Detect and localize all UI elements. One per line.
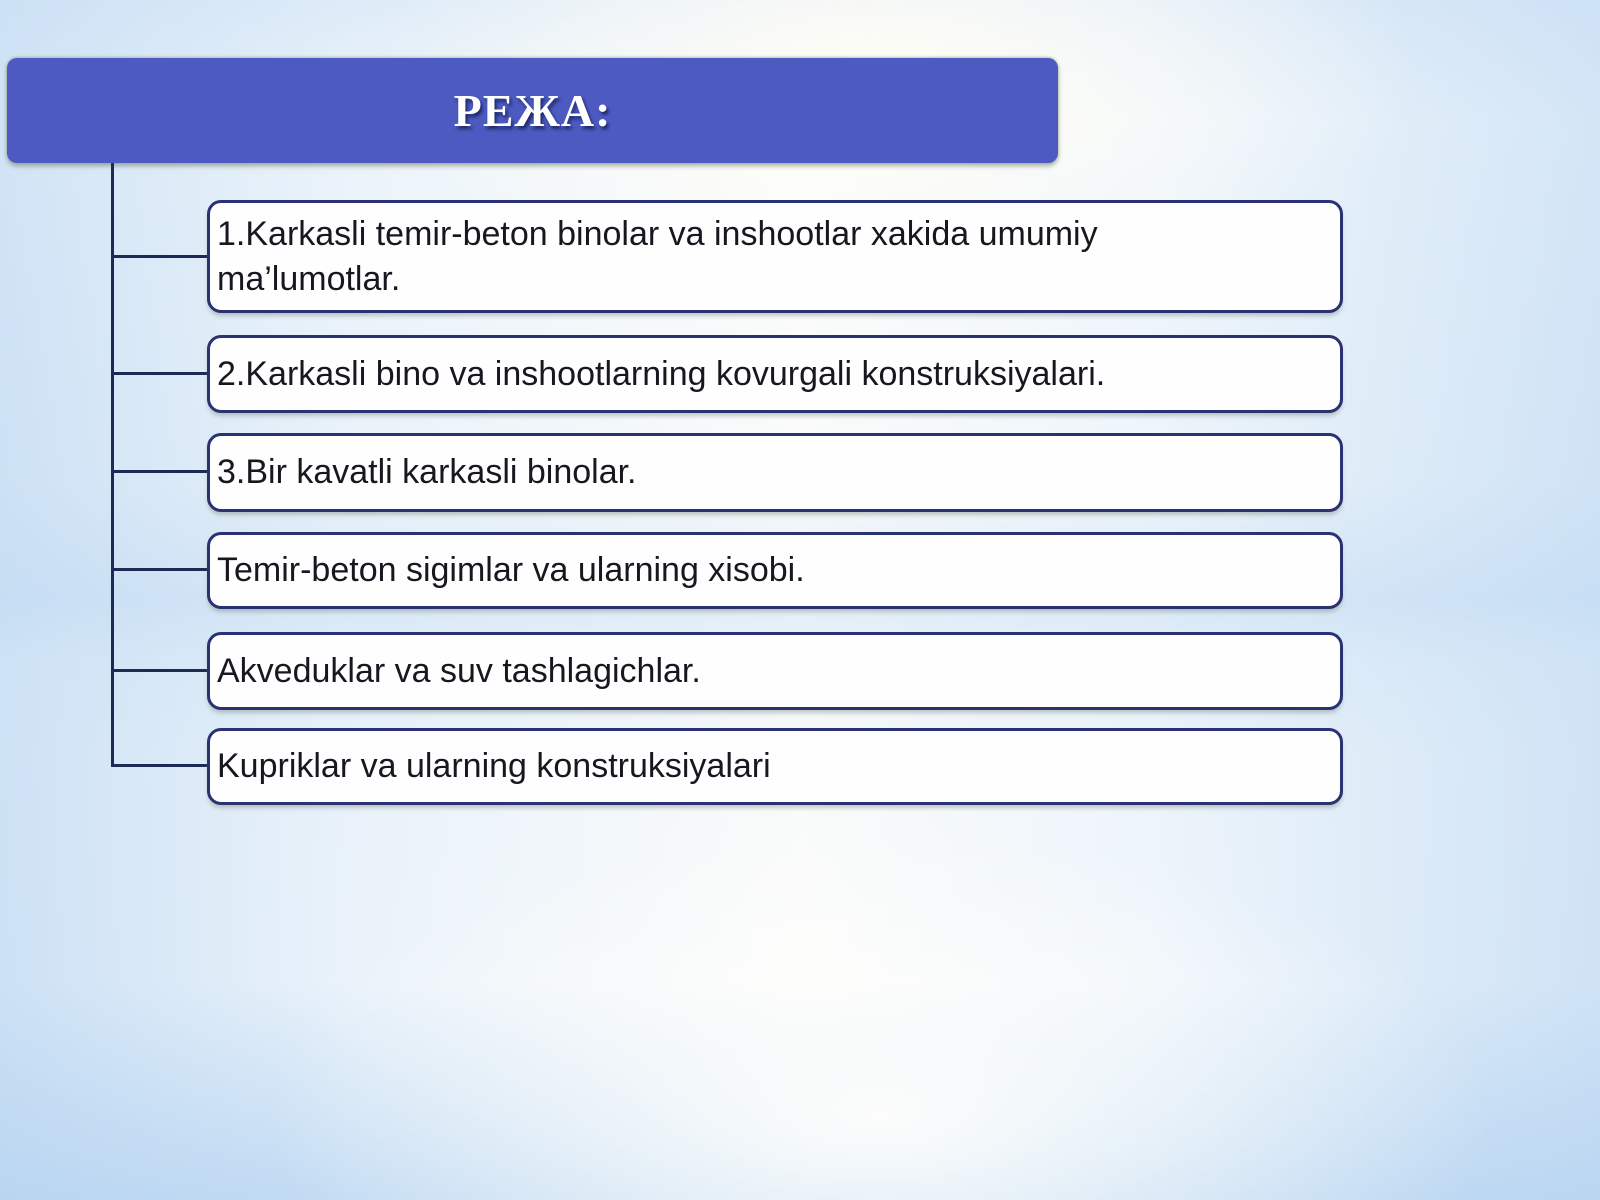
list-item-3 xyxy=(207,433,1343,512)
list-item-4-text: Temir-beton sigimlar va ularning xisobi. xyxy=(217,551,805,589)
list-item-1-line-1: 1.Karkasli temir-beton binolar va inshootlar xakida umumiy xyxy=(217,214,1098,253)
connector-stub-2 xyxy=(111,372,207,375)
connector-stub-3 xyxy=(111,470,207,473)
list-item-1-line-2: ma’lumotlar. xyxy=(217,259,401,298)
connector-stub-5 xyxy=(111,669,207,672)
connector-stub-4 xyxy=(111,568,207,571)
connector-vertical-line xyxy=(111,163,114,766)
list-item-2-text: 2.Karkasli bino va inshootlarning kovurgali konstruksiyalari. xyxy=(217,354,1106,393)
connector-stub-6 xyxy=(111,764,207,767)
plan-title: РЕЖА: xyxy=(453,85,612,136)
list-item-6 xyxy=(207,728,1343,805)
list-item-5 xyxy=(207,632,1343,710)
list-item-1 xyxy=(207,200,1343,313)
plan-title-bar xyxy=(7,58,1058,163)
list-item-2 xyxy=(207,335,1343,413)
list-item-3-text: 3.Bir kavatli karkasli binolar. xyxy=(217,453,637,491)
list-item-4 xyxy=(207,532,1343,609)
list-item-6-text: Kupriklar va ularning konstruksiyalari xyxy=(217,747,771,785)
connector-stub-1 xyxy=(111,255,207,258)
list-item-5-text: Akveduklar va suv tashlagichlar. xyxy=(217,651,701,690)
